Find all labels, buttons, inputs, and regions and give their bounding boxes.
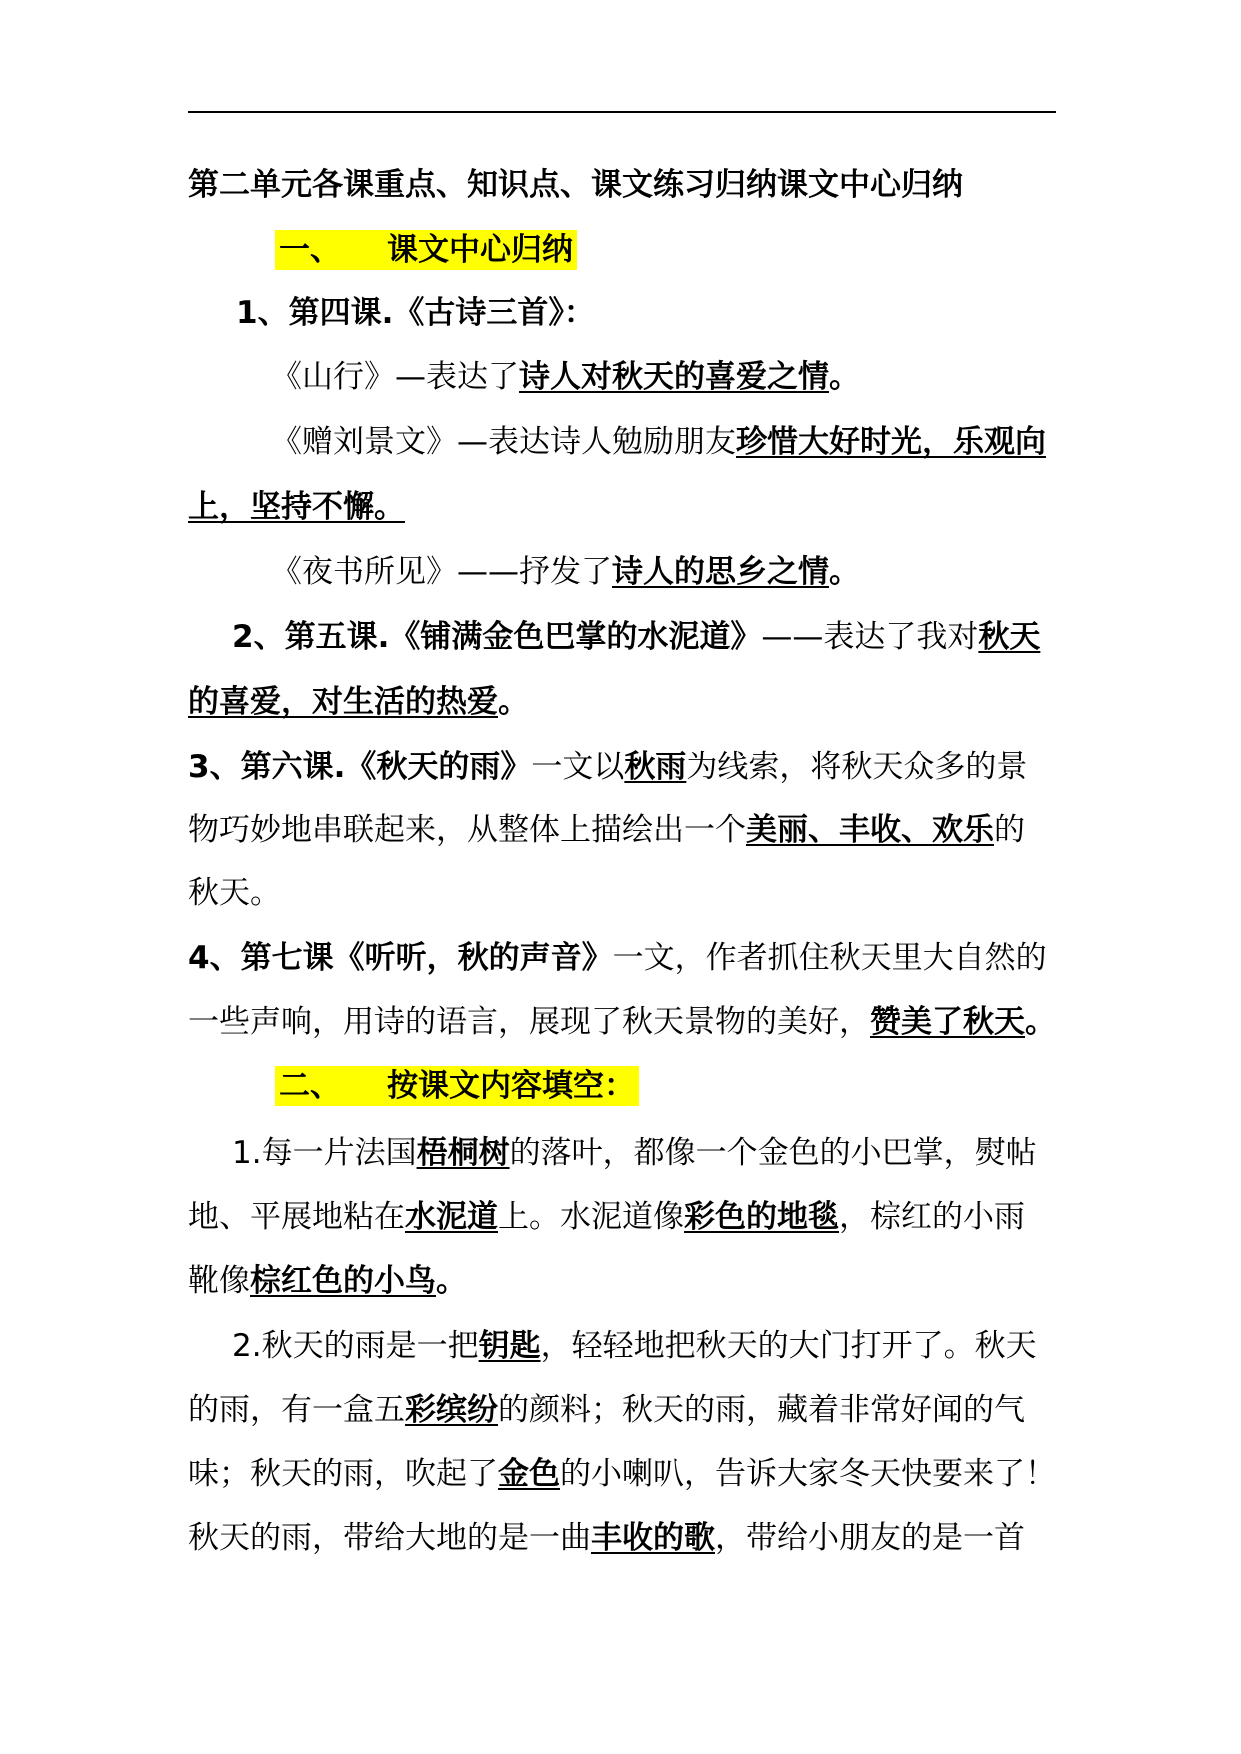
section2-number: 二、 — [279, 1068, 341, 1104]
lesson6-line3 — [188, 871, 1056, 915]
fill2-answer-1: 钥匙 — [478, 1328, 541, 1364]
section1-heading-text: 课文中心归纳 — [387, 232, 573, 268]
fill2-text-f: 的颜料；秋天的雨，藏着非常好闻的气 — [498, 1392, 1025, 1428]
lesson6-text-f: 的 — [994, 812, 1025, 848]
fill1-answer-4: 棕红色的小鸟 — [250, 1263, 436, 1299]
page-title — [188, 163, 1056, 207]
page-title-text: 第二单元各课重点、知识点、课文练习归纳课文中心归纳 — [188, 167, 963, 203]
poem3-end: 。 — [829, 554, 860, 590]
lesson7-label: 4、第七课《听听，秋的声音》 — [188, 940, 613, 976]
section2-heading-text: 按课文内容填空： — [387, 1068, 635, 1104]
section1-heading — [275, 228, 1143, 272]
fill1-text-c: 的落叶，都像一个金色的小巴掌，熨帖 — [509, 1135, 1037, 1171]
lesson6-text-d: 物巧妙地串联起来，从整体上描绘出一个 — [188, 812, 746, 848]
section1-number: 一、 — [279, 232, 341, 268]
lesson6-line1 — [188, 745, 1056, 789]
fill2-text-a: 2.秋天的雨是一把 — [232, 1328, 479, 1364]
fill1-answer-1: 梧桐树 — [416, 1135, 510, 1171]
fill2-text-c: ，轻轻地把秋天的大门打开了。秋天 — [540, 1328, 1037, 1364]
lesson7-line2 — [188, 1000, 1056, 1044]
poem2-key-phrase: 珍惜大好时光，乐观向 — [736, 424, 1046, 460]
fill2-answer-2: 彩缤纷 — [405, 1392, 498, 1428]
lesson5-line1 — [232, 615, 1100, 659]
fill2-line2 — [188, 1388, 1056, 1432]
section2-highlight — [275, 1066, 639, 1106]
fill1-text-i: 靴像 — [188, 1263, 250, 1299]
lesson5-text: ——表达了我对 — [761, 619, 979, 655]
lesson5-end: 。 — [498, 684, 529, 720]
lesson4-poem2 — [271, 420, 1139, 464]
poem3-intro: 《夜书所见》——抒发了 — [271, 554, 612, 590]
fill1-text-d: 地、平展地粘在 — [188, 1199, 405, 1235]
fill2-text-d: 的雨，有一盒五 — [188, 1392, 405, 1428]
lesson6-label: 3、第六课.《秋天的雨》 — [188, 749, 532, 785]
fill1-line2 — [188, 1195, 1056, 1239]
lesson7-text-b: 一些声响，用诗的语言，展现了秋天景物的美好， — [188, 1004, 870, 1040]
fill2-text-l: ，带给小朋友的是一首 — [715, 1520, 1025, 1556]
lesson7-line1 — [188, 936, 1056, 980]
lesson4-poem2-cont — [188, 485, 1056, 529]
lesson5-key-phrase-cont: 的喜爱，对生活的热爱 — [188, 684, 498, 720]
lesson5-line2 — [188, 680, 1056, 724]
lesson6-key-clue: 秋雨 — [624, 749, 687, 785]
poem2-key-phrase-cont: 上，坚持不懈。 — [188, 489, 405, 525]
lesson4-poem1 — [271, 355, 1139, 399]
lesson5-label: 2、第五课.《铺满金色巴掌的水泥道》 — [232, 619, 762, 655]
lesson7-end: 。 — [1025, 1004, 1056, 1040]
fill2-text-j: 秋天的雨，带给大地的是一曲 — [188, 1520, 591, 1556]
lesson6-text-c: 为线索，将秋天众多的景 — [686, 749, 1028, 785]
lesson4-poem3 — [271, 550, 1139, 594]
fill1-text-f: 上。水泥道像 — [498, 1199, 684, 1235]
lesson4-label — [236, 291, 1104, 335]
fill1-answer-3: 彩色的地毯 — [684, 1199, 839, 1235]
fill2-answer-3: 金色 — [498, 1456, 560, 1492]
fill1-line3 — [188, 1259, 1056, 1303]
fill1-text-h: ，棕红的小雨 — [839, 1199, 1025, 1235]
fill1-end: 。 — [436, 1263, 467, 1299]
fill2-line3 — [188, 1452, 1056, 1496]
fill2-text-g: 味；秋天的雨，吹起了 — [188, 1456, 498, 1492]
lesson6-text-g: 秋天。 — [188, 875, 281, 911]
section1-highlight — [275, 230, 577, 270]
fill2-answer-4: 丰收的歌 — [591, 1520, 715, 1556]
poem2-intro: 《赠刘景文》—表达诗人勉励朋友 — [271, 424, 736, 460]
fill2-line4 — [188, 1516, 1056, 1560]
fill2-line1 — [232, 1324, 1100, 1368]
fill1-answer-2: 水泥道 — [405, 1199, 498, 1235]
poem1-intro: 《山行》—表达了 — [271, 359, 519, 395]
fill2-text-i: 的小喇叭，告诉大家冬天快要来了！ — [560, 1456, 1056, 1492]
section2-heading — [275, 1064, 1143, 1108]
poem3-key-phrase: 诗人的思乡之情 — [612, 554, 829, 590]
lesson7-text-a: 一文，作者抓住秋天里大自然的 — [612, 940, 1047, 976]
lesson6-text-a: 一文以 — [531, 749, 625, 785]
lesson4-label-text: 1、第四课.《古诗三首》： — [236, 295, 595, 331]
fill1-line1 — [232, 1131, 1100, 1175]
lesson6-key-phrase: 美丽、丰收、欢乐 — [746, 812, 994, 848]
lesson7-key-phrase: 赞美了秋天 — [870, 1004, 1025, 1040]
poem1-end: 。 — [829, 359, 860, 395]
header-rule — [188, 111, 1056, 113]
lesson5-key-phrase: 秋天 — [978, 619, 1041, 655]
fill1-text-a: 1.每一片法国 — [232, 1135, 417, 1171]
poem1-key-phrase: 诗人对秋天的喜爱之情 — [519, 359, 829, 395]
lesson6-line2 — [188, 808, 1056, 852]
